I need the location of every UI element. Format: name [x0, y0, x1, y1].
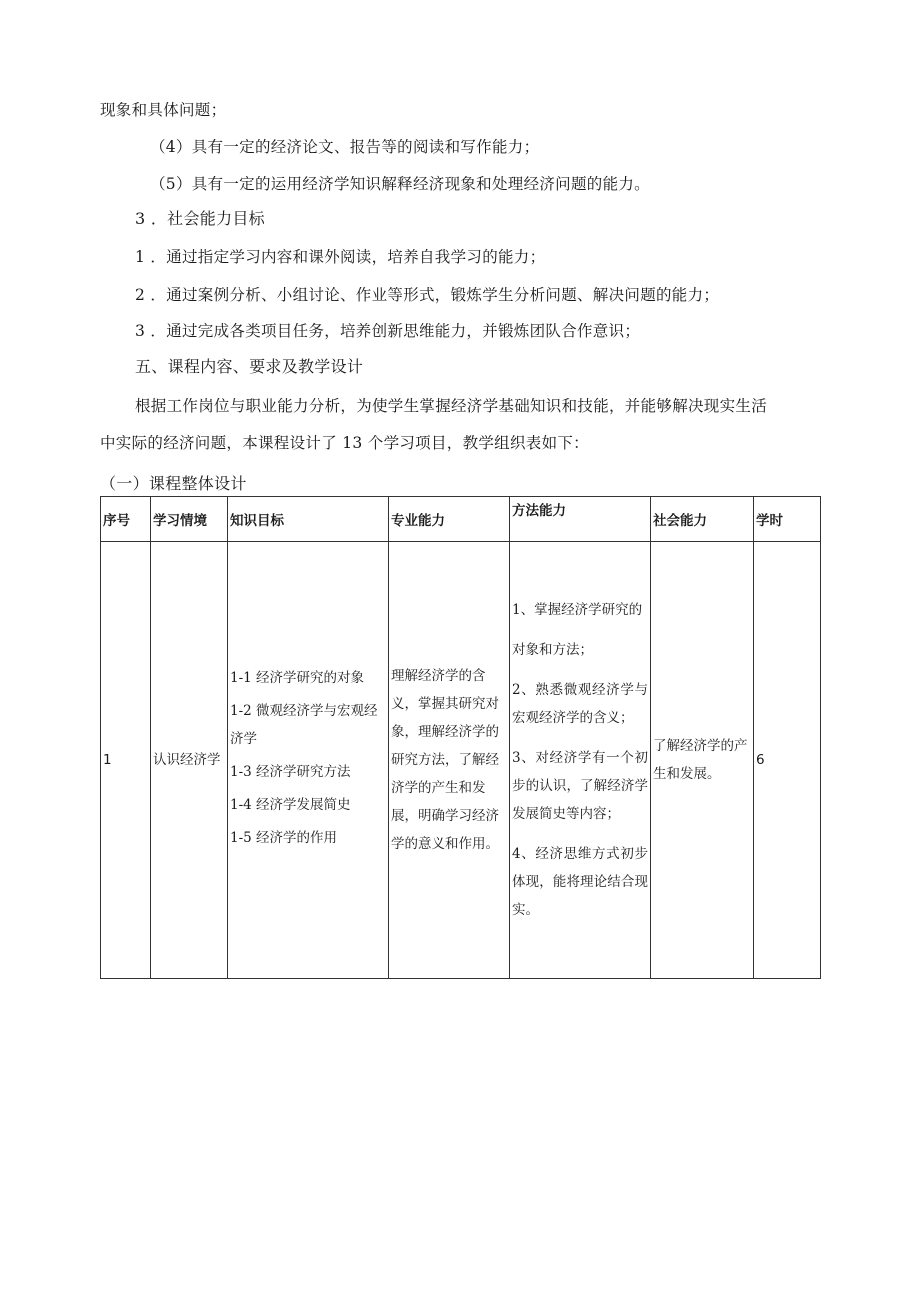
- header-knowledge: 知识目标: [228, 497, 389, 542]
- table-row: [101, 542, 821, 979]
- ability-item-4: （4）具有一定的经济论文、报告等的阅读和写作能力；: [150, 138, 540, 156]
- header-social: 社会能力: [651, 497, 754, 542]
- method-item: 对象和方法；: [512, 642, 593, 658]
- knowledge-item: 1-2 微观经济学与宏观经济学: [230, 702, 378, 747]
- cell-knowledge: [228, 542, 389, 979]
- course-design-table: [100, 496, 821, 979]
- method-item: 4、经济思维方式初步体现，能将理论结合现实。: [512, 846, 648, 918]
- header-no: 序号: [101, 497, 151, 542]
- section-five-heading: 五、课程内容、要求及教学设计: [135, 357, 364, 376]
- knowledge-item: 1-3 经济学研究方法: [230, 763, 351, 780]
- ability-item-5: （5）具有一定的运用经济学知识解释经济现象和处理经济问题的能力。: [150, 175, 650, 193]
- method-item: 2、熟悉微观经济学与宏观经济学的含义；: [512, 682, 648, 726]
- header-hours: 学时: [754, 497, 821, 542]
- intro-paragraph-line-2: 中实际的经济问题，本课程设计了 13 个学习项目，教学组织表如下：: [100, 434, 589, 452]
- social-item-1: 1 ．通过指定学习内容和课外阅读，培养自我学习的能力；: [135, 248, 546, 266]
- knowledge-item: 1-4 经济学发展简史: [230, 796, 351, 813]
- method-item: 1、掌握经济学研究的: [512, 602, 643, 618]
- intro-paragraph-line-1: 根据工作岗位与职业能力分析，为使学生掌握经济学基础知识和技能，并能够解决现实生活: [135, 397, 768, 415]
- knowledge-item: 1-1 经济学研究的对象: [230, 669, 365, 686]
- header-situation: 学习情境: [151, 497, 228, 542]
- cell-hours: 6: [754, 542, 821, 979]
- cell-situation: 认识经济学: [151, 542, 228, 979]
- table-header-row: [101, 497, 821, 542]
- cell-no: 1: [101, 542, 151, 979]
- cell-social: 了解经济学的产生和发展。: [651, 542, 754, 979]
- header-professional: 专业能力: [389, 497, 510, 542]
- header-method: 方法能力: [510, 497, 651, 542]
- social-item-2: 2 ．通过案例分析、小组讨论、作业等形式，锻炼学生分析问题、解决问题的能力；: [135, 286, 720, 304]
- cell-professional: 理解经济学的含义，掌握其研究对象，理解经济学的研究方法，了解经济学的产生和发展，明确学习经济学的意义和作用。: [389, 542, 510, 979]
- table-caption: （一）课程整体设计: [100, 474, 247, 493]
- method-item: 3、对经济学有一个初步的认识，了解经济学发展简史等内容；: [512, 750, 648, 822]
- paragraph-continuation: 现象和具体问题；: [100, 101, 227, 119]
- knowledge-item: 1-5 经济学的作用: [230, 829, 338, 846]
- social-item-3: 3 ．通过完成各类项目任务，培养创新思维能力，并锻炼团队合作意识；: [135, 322, 641, 340]
- social-ability-heading: 3 ．社会能力目标: [135, 209, 265, 228]
- cell-method: [510, 542, 651, 979]
